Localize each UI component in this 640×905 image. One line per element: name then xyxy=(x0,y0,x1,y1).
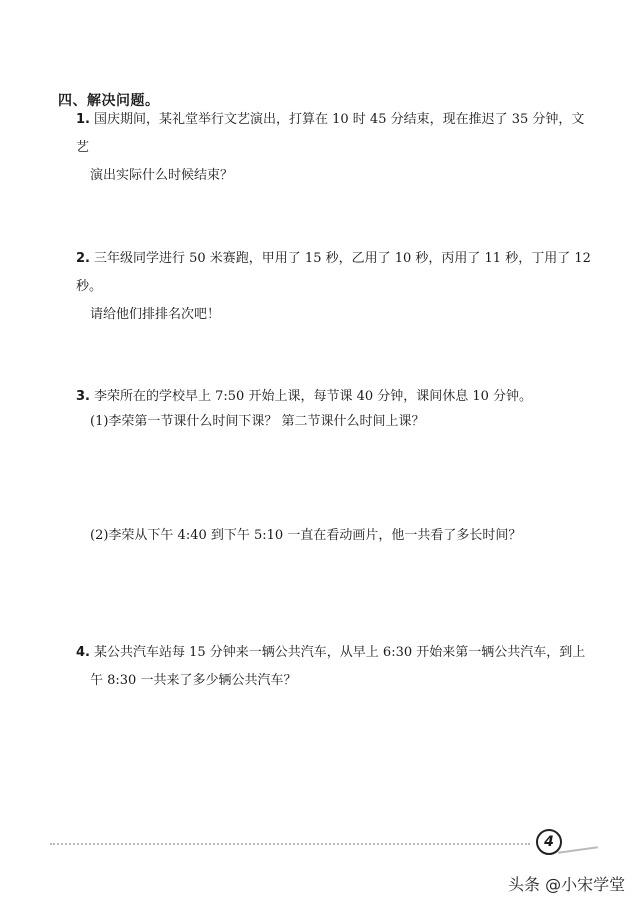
question-text-line: 午 8:30 一共来了多少辆公共汽车？ xyxy=(90,673,297,688)
question-3-part-2: (2)李荣从下午 4:40 到下午 5:10 一直在看动画片，他一共看了多长时间？ xyxy=(90,528,522,543)
question-number: 2. xyxy=(76,251,90,266)
question-number: 3. xyxy=(76,389,90,404)
question-1 xyxy=(76,106,596,190)
question-text-line: 国庆期间，某礼堂举行文艺演出，打算在 10 时 45 分结束，现在推迟了 35 分钟，文艺 xyxy=(76,112,585,155)
question-4 xyxy=(76,639,596,695)
question-text-line: 李荣所在的学校早上 7:50 开始上课，每节课 40 分钟，课间休息 10 分钟。 xyxy=(93,389,533,404)
page-number-badge: 4 xyxy=(536,829,562,855)
question-text-line: 三年级同学进行 50 米赛跑，甲用了 15 秒，乙用了 10 秒，丙用了 11 秒，丁用了 12 秒。 xyxy=(76,251,591,294)
section-title: 四、解决问题。 xyxy=(58,93,160,109)
watermark-text: 头条 @小宋学堂 xyxy=(508,875,626,894)
question-number: 4. xyxy=(76,645,90,660)
question-text-line: 某公共汽车站每 15 分钟来一辆公共汽车，从早上 6:30 开始来第一辆公共汽车，到上 xyxy=(93,645,586,660)
question-3 xyxy=(76,383,596,411)
footer-divider xyxy=(50,843,530,845)
question-number: 1. xyxy=(76,112,90,127)
question-text-line: 请给他们排排名次吧！ xyxy=(90,307,221,322)
question-3-part-1: (1)李荣第一节课什么时间下课？ 第二节课什么时间上课？ xyxy=(90,414,425,429)
question-text-line: 演出实际什么时候结束？ xyxy=(90,168,234,183)
question-2 xyxy=(76,245,596,329)
